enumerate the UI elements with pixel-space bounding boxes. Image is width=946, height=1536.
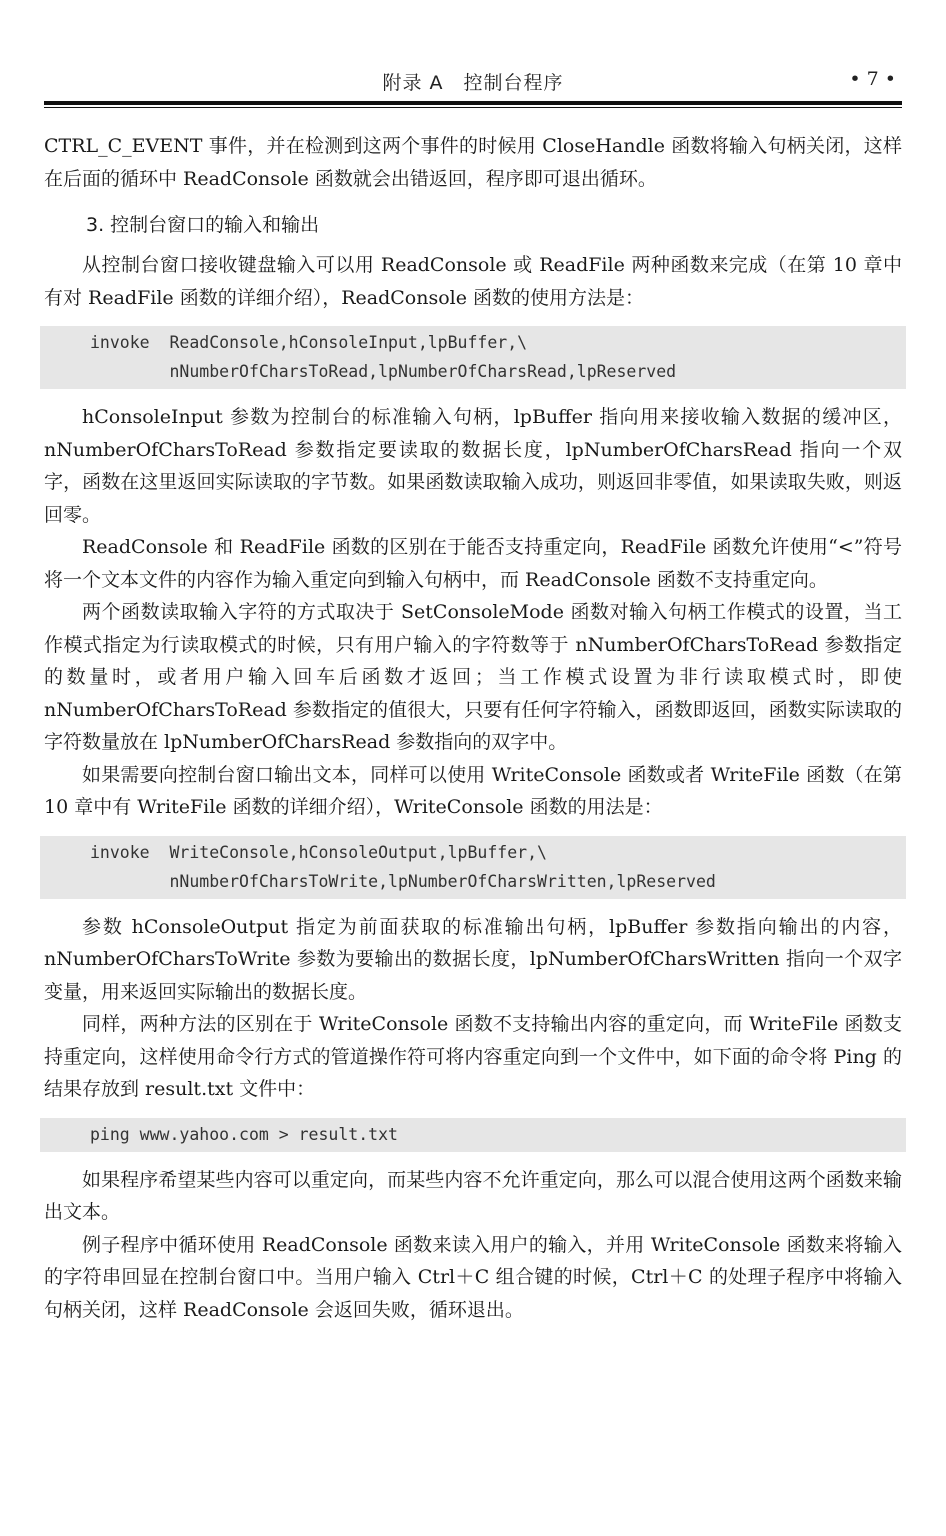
paragraph-mixed-usage: 如果程序希望某些内容可以重定向，而某些内容不允许重定向，那么可以混合使用这两个函数来输出文本。	[44, 1168, 902, 1223]
paragraph-readconsole-intro: 从控制台窗口接收键盘输入可以用 ReadConsole 或 ReadFile 两种函数来完成（在第 10 章中有对 ReadFile 函数的详细介绍），ReadConsole 函数的使用方法是：	[44, 254, 902, 309]
header-rule-thin	[44, 107, 902, 108]
page-number: • 7 •	[849, 68, 896, 90]
paragraph-readconsole-params: hConsoleInput 参数为控制台的标准输入句柄，lpBuffer 指向用来接收输入数据的缓冲区，nNumberOfCharsToRead 参数指定要读取的数据长度，lpNumberOfCharsRead 指向一个双字，函数在这里返回实际读取的字节数。如果函数读取输入成功，则返回非零值，如果读取失败，则返回零。	[44, 406, 902, 526]
paragraph-continuation: CTRL_C_EVENT 事件，并在检测到这两个事件的时候用 CloseHandle 函数将输入句柄关闭，这样在后面的循环中 ReadConsole 函数就会出错返回，程序即可退出循环。	[44, 135, 902, 190]
paragraph-write-redirect: 同样，两种方法的区别在于 WriteConsole 函数不支持输出内容的重定向，而 WriteFile 函数支持重定向，这样使用命令行方式的管道操作符可将内容重定向到一个文件中，如下面的命令将 Ping 的结果存放到 result.txt 文件中：	[44, 1013, 902, 1100]
code-line: invoke ReadConsole,hConsoleInput,lpBuffer,\	[90, 333, 528, 352]
header-rule-thick	[44, 101, 902, 105]
code-line: nNumberOfCharsToWrite,lpNumberOfCharsWritten,lpReserved	[90, 871, 716, 891]
section-heading: 3. 控制台窗口的输入和输出	[86, 214, 320, 236]
code-block-writeconsole	[40, 836, 906, 899]
paragraph-redirect-difference: ReadConsole 和 ReadFile 函数的区别在于能否支持重定向，ReadFile 函数允许使用“<”符号将一个文本文件的内容作为输入重定向到输入句柄中，而 ReadConsole 函数不支持重定向。	[44, 536, 902, 591]
paragraph-writeconsole-params: 参数 hConsoleOutput 指定为前面获取的标准输出句柄，lpBuffer 参数指向输出的内容，nNumberOfCharsToWrite 参数为要输出的数据长度，lpNumberOfCharsWritten 指向一个双字变量，用来返回实际输出的数据长度。	[44, 915, 902, 1003]
code-line: invoke WriteConsole,hConsoleOutput,lpBuffer,\	[90, 842, 547, 862]
paragraph-example-program: 例子程序中循环使用 ReadConsole 函数来读入用户的输入，并用 WriteConsole 函数来将输入的字符串回显在控制台窗口中。当用户输入 Ctrl＋C 组合键的时候，Ctrl＋C 的处理子程序中将输入句柄关闭，这样 ReadConsole 会返回失败，循环退出。	[44, 1233, 902, 1321]
paragraph-console-mode: 两个函数读取输入字符的方式取决于 SetConsoleMode 函数对输入句柄工作模式的设置，当工作模式指定为行读取模式的时候，只有用户输入的字符数等于 nNumberOfCharsToRead 参数指定的数量时，或者用户输入回车后函数才返回；当工作模式设置为非行读取模式时，即使 nNumberOfCharsToRead 参数指定的值很大，只要有任何字符输入，函数即返回，函数实际读取的字符数量放在 lpNumberOfCharsRead 参数指向的双字中。	[44, 601, 902, 753]
running-header	[44, 64, 902, 96]
code-line: ping www.yahoo.com > result.txt	[90, 1124, 398, 1144]
running-title: 附录 A 控制台程序	[382, 72, 564, 94]
page-body	[44, 130, 902, 1326]
code-block-readconsole	[40, 326, 906, 389]
paragraph-writeconsole-intro: 如果需要向控制台窗口输出文本，同样可以使用 WriteConsole 函数或者 WriteFile 函数（在第 10 章中有 WriteFile 函数的详细介绍），WriteConsole 函数的用法是：	[44, 763, 902, 818]
code-block-ping	[40, 1118, 906, 1152]
code-line: nNumberOfCharsToRead,lpNumberOfCharsRead,lpReserved	[90, 362, 677, 381]
